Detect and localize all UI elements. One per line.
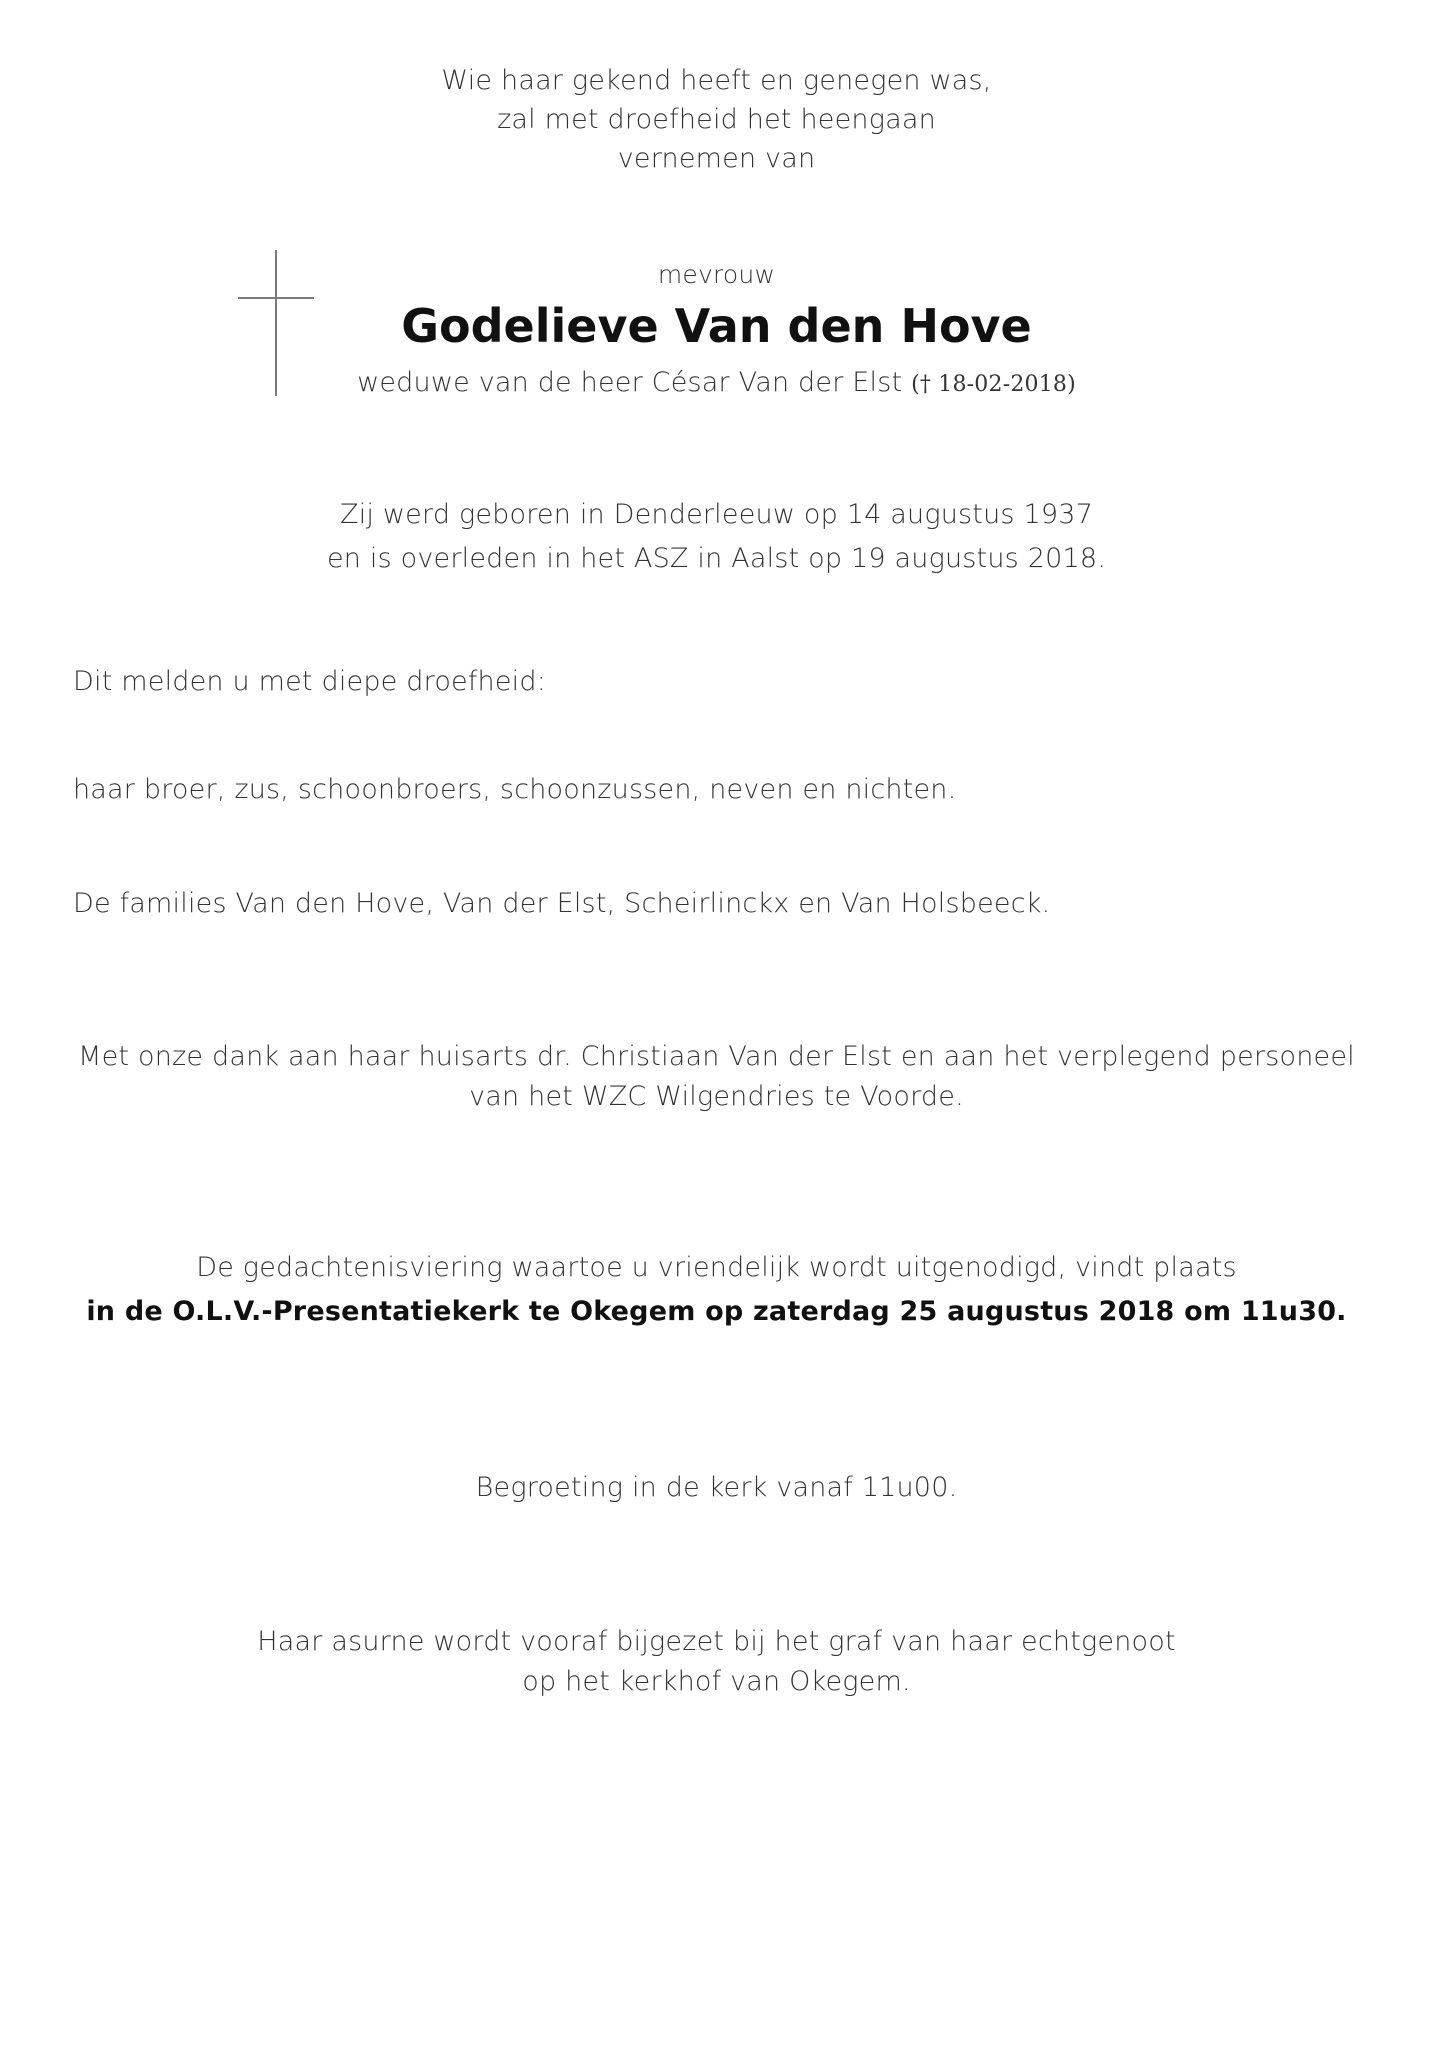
burial-line-2: op het kerkhof van Okegem. — [522, 1666, 911, 1697]
family-line-1: haar broer, zus, schoonbroers, schoonzussen, neven en nichten. — [73, 774, 957, 805]
life-line-1: Zij werd geboren in Denderleeuw op 14 augustus 1937 — [340, 499, 1093, 530]
ceremony-line-2: in de O.L.V.-Presentatiekerk te Okegem op zaterdag 25 augustus 2018 om 11u30. — [86, 1296, 1347, 1327]
ceremony-line-1: De gedachtenisviering waartoe u vriendelijk wordt uitgenodigd, vindt plaats — [196, 1252, 1237, 1283]
intro-line-2: zal met droefheid het heengaan — [497, 104, 936, 135]
deceased-title: mevrouw — [657, 260, 776, 289]
death-cross-symbol: † — [919, 372, 932, 397]
life-line-2: en is overleden in het ASZ in Aalst op 19 augustus 2018. — [326, 543, 1106, 574]
intro-line-3: vernemen van — [617, 143, 816, 174]
spouse-text: weduwe van de heer César Van der Elst — [357, 367, 912, 398]
spouse-death-date: 18-02-2018) — [931, 372, 1076, 397]
deceased-name: Godelieve Van den Hove — [401, 299, 1032, 353]
greeting-text: Begroeting in de kerk vanaf 11u00. — [475, 1472, 958, 1503]
spouse-death-open: ( — [911, 372, 920, 397]
thanks-line-2: van het WZC Wilgendries te Voorde. — [469, 1081, 964, 1112]
spouse-line — [0, 364, 1433, 404]
thanks-line-1: Met onze dank aan haar huisarts dr. Christiaan Van der Elst en aan het verplegend personeel — [78, 1041, 1355, 1072]
family-line-2: De families Van den Hove, Van der Elst, Scheirlinckx en Van Holsbeeck. — [73, 888, 1051, 919]
announcement-text: Dit melden u met diepe droefheid: — [73, 666, 547, 697]
intro-line-1: Wie haar gekend heeft en genegen was, — [441, 65, 992, 96]
burial-line-1: Haar asurne wordt vooraf bijgezet bij het graf van haar echtgenoot — [257, 1626, 1176, 1657]
